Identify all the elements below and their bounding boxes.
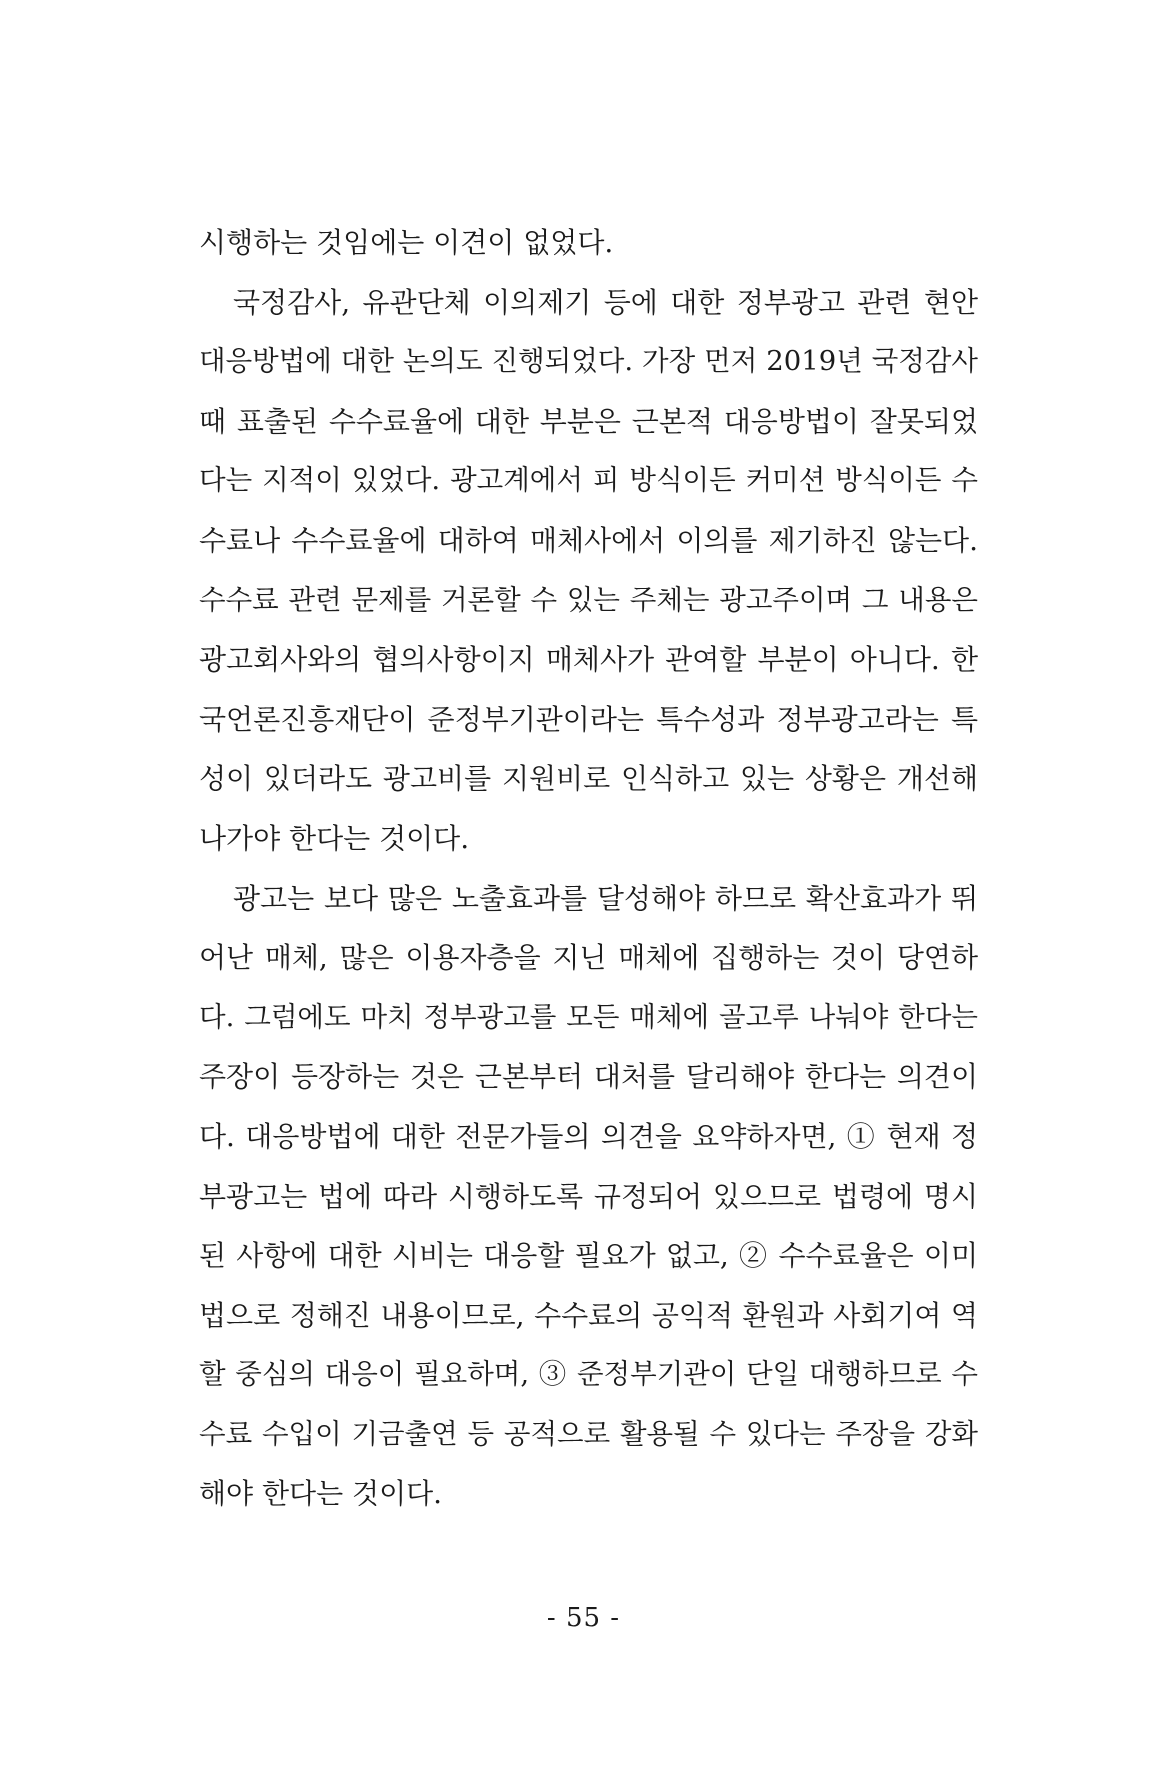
text-line: 성이 있더라도 광고비를 지원비로 인식하고 있는 상황은 개선해 [199, 762, 978, 796]
paragraph-audit-response [199, 273, 978, 869]
text-line: 나가야 한다는 것이다. [199, 821, 470, 855]
text-line: 된 사항에 대한 시비는 대응할 필요가 없고, ② 수수료율은 이미 [199, 1239, 978, 1273]
text-line: 법으로 정해진 내용이므로, 수수료의 공익적 환원과 사회기여 역 [199, 1298, 978, 1332]
text-line: 때 표출된 수수료율에 대한 부분은 근본적 대응방법이 잘못되었 [199, 404, 978, 438]
text-line: 시행하는 것임에는 이견이 없었다. [199, 226, 614, 259]
text-line: 대응방법에 대한 논의도 진행되었다. 가장 먼저 2019년 국정감사 [199, 345, 978, 378]
text-line: 해야 한다는 것이다. [199, 1477, 443, 1511]
body-text [199, 213, 978, 1524]
paragraph-continued [199, 213, 978, 273]
text-line: 수수료 관련 문제를 거론할 수 있는 주체는 광고주이며 그 내용은 [199, 583, 978, 616]
text-line: 다는 지적이 있었다. 광고계에서 피 방식이든 커미션 방식이든 수 [199, 464, 978, 497]
text-line: 어난 매체, 많은 이용자층을 지닌 매체에 집행하는 것이 당연하 [199, 941, 978, 975]
text-line: 수료 수입이 기금출연 등 공적으로 활용될 수 있다는 주장을 강화 [199, 1417, 978, 1450]
text-line: 광고회사와의 협의사항이지 매체사가 관여할 부분이 아니다. 한 [199, 643, 978, 677]
page-number: - 55 - [546, 1603, 621, 1633]
text-line: 다. 그럼에도 마치 정부광고를 모든 매체에 골고루 나눠야 한다는 [199, 1000, 978, 1033]
text-line: 광고는 보다 많은 노출효과를 달성해야 하므로 확산효과가 뛰 [233, 881, 978, 915]
text-line: 주장이 등장하는 것은 근본부터 대처를 달리해야 한다는 의견이 [199, 1060, 978, 1094]
text-line: 다. 대응방법에 대한 전문가들의 의견을 요약하자면, ① 현재 정 [199, 1119, 978, 1153]
text-line: 국언론진흥재단이 준정부기관이라는 특수성과 정부광고라는 특 [199, 702, 978, 736]
text-line: 수료나 수수료율에 대하여 매체사에서 이의를 제기하진 않는다. [199, 523, 978, 557]
text-line: 부광고는 법에 따라 시행하도록 규정되어 있으므로 법령에 명시 [199, 1179, 978, 1213]
text-line: 할 중심의 대응이 필요하며, ③ 준정부기관이 단일 대행하므로 수 [199, 1358, 978, 1391]
text-line: 국정감사, 유관단체 이의제기 등에 대한 정부광고 관련 현안 [233, 285, 978, 319]
paragraph-expert-opinion [199, 869, 978, 1525]
